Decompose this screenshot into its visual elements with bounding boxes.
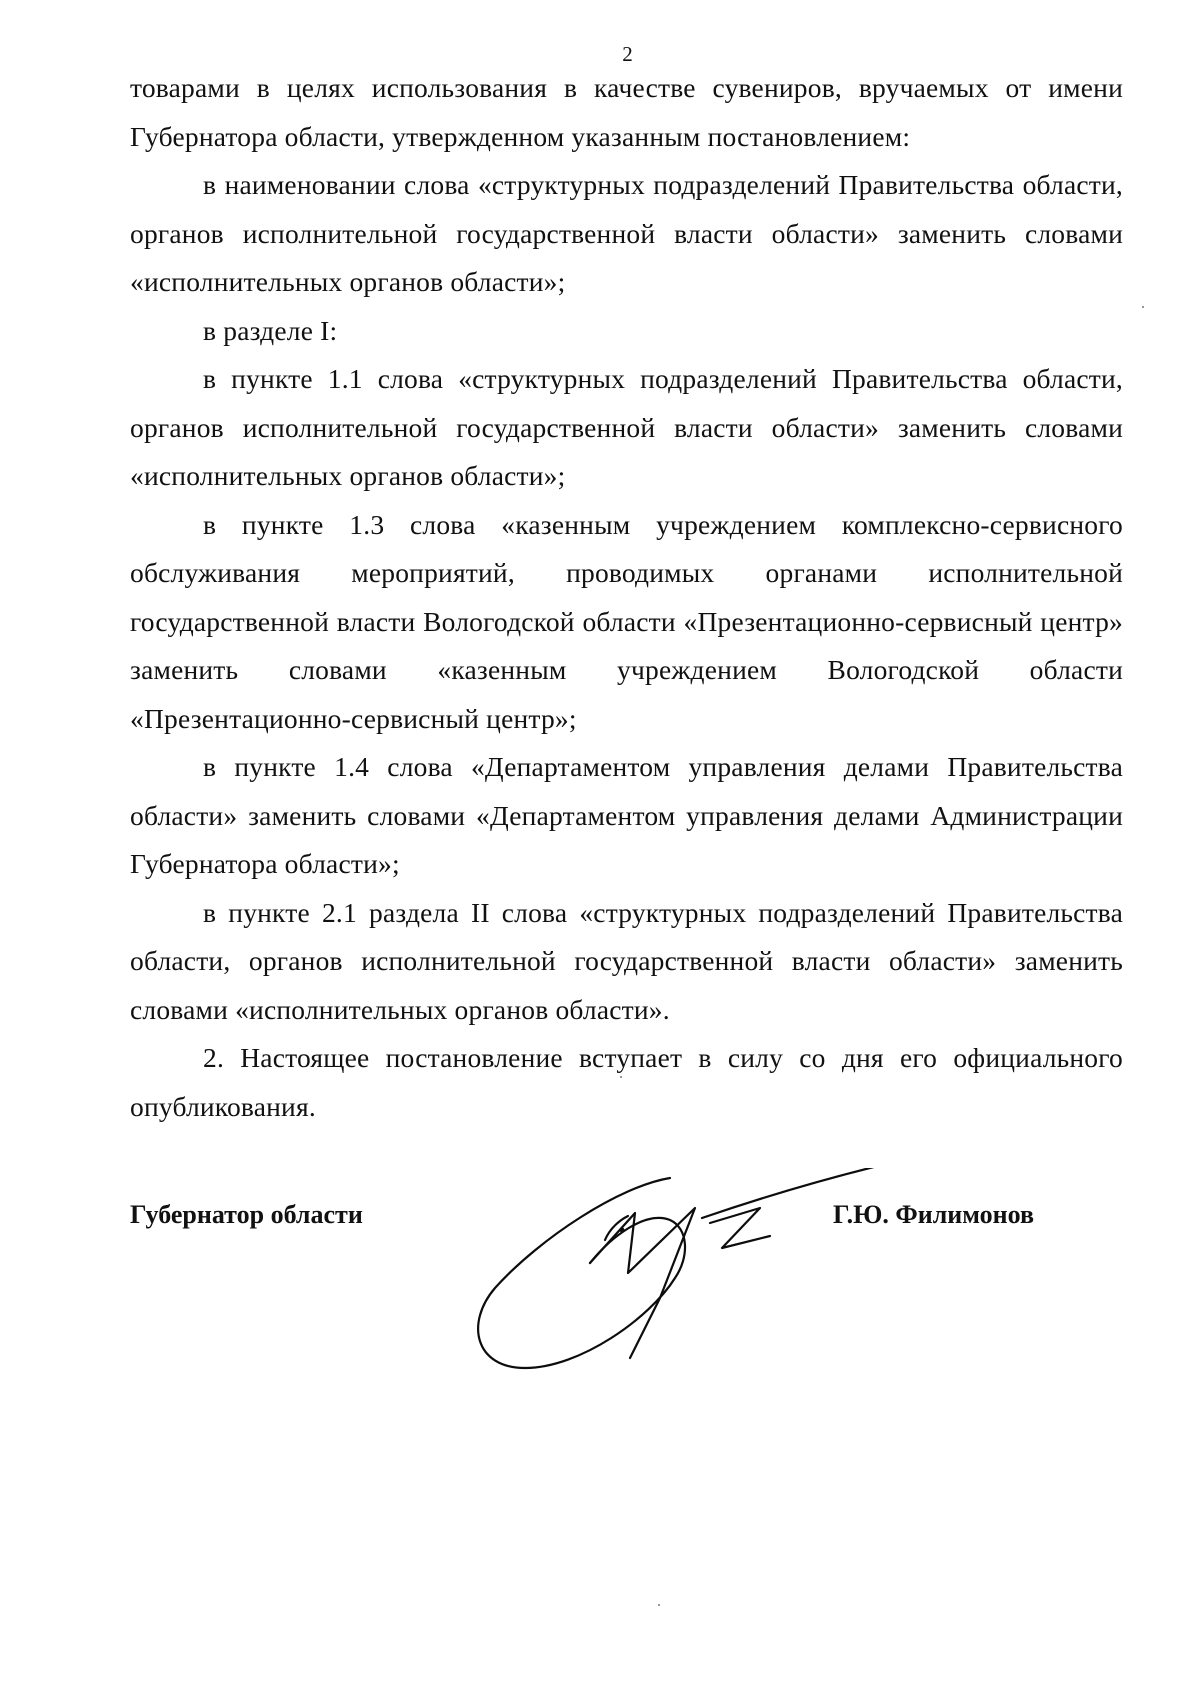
page-number: 2	[622, 42, 633, 66]
paragraph-item-1-1: в пункте 1.1 слова «структурных подразделений Правительства области, органов исполнительной государственной власти области» заменить словами «исполнительных органов области»;	[130, 363, 1123, 491]
signer-title: Губернатор области	[130, 1200, 363, 1229]
paragraph-section-one: в разделе I:	[203, 314, 338, 346]
paragraph-continuation: товарами в целях использования в качестве сувениров, вручаемых от имени Губернатора области, утвержденном указанным постановлением:	[130, 72, 1123, 152]
paragraph-amendment-title: в наименовании слова «структурных подразделений Правительства области, органов исполнительной государственной власти области» заменить словами «исполнительных органов области»;	[130, 169, 1123, 297]
paragraph-item-1-3: в пункте 1.3 слова «казенным учреждением комплексно-сервисного обслуживания мероприятий, проводимых органами исполнительной государственной власти Вологодской области «Презентационно-сервисный центр» заменить словами «казенным учреждением Вологодской области «Презентационно-сервисный центр»;	[130, 508, 1123, 734]
paragraph-item-1-4: в пункте 1.4 слова «Департаментом управления делами Правительства области» заменить словами «Департаментом управления делами Администрации Губернатора области»;	[130, 751, 1123, 879]
signer-name: Г.Ю. Филимонов	[833, 1200, 1035, 1229]
scan-speck	[658, 1604, 660, 1606]
paragraph-item-2-1: в пункте 2.1 раздела II слова «структурных подразделений Правительства области, органов исполнительной государственной власти области» заменить словами «исполнительных органов области».	[130, 896, 1123, 1025]
paragraph-entry-into-force: 2. Настоящее постановление вступает в силу со дня его официального опубликования.	[130, 1042, 1123, 1122]
handwritten-signature	[470, 1168, 910, 1378]
scan-speck	[620, 1076, 622, 1078]
document-body	[130, 64, 1123, 1131]
scan-speck	[1142, 306, 1144, 308]
